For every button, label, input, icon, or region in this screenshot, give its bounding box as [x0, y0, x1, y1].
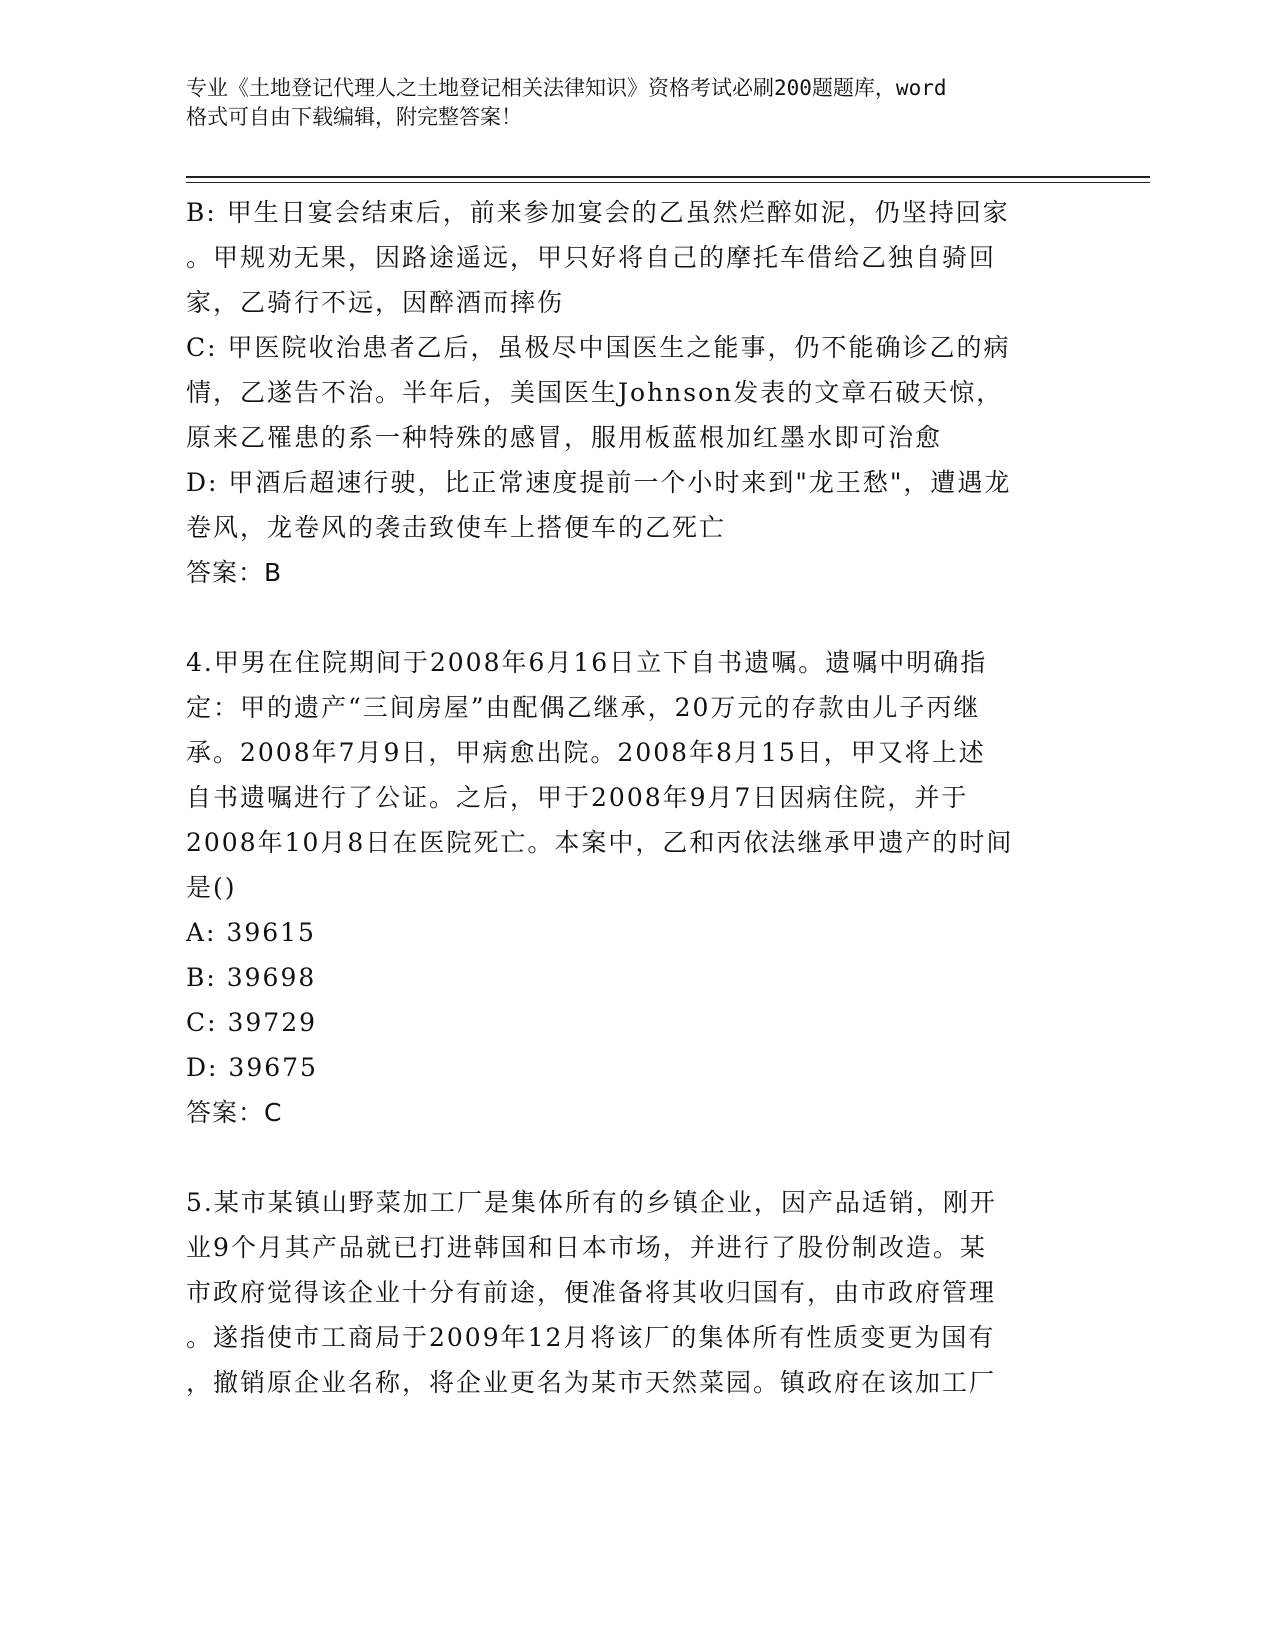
question-3-option-b — [186, 190, 1086, 325]
text-line: 卷风，龙卷风的袭击致使车上搭便车的乙死亡 — [186, 513, 727, 542]
option-d: D: 39675 — [186, 1053, 318, 1082]
text-line: 定：甲的遗产“三间房屋”由配偶乙继承，20万元的存款由儿子丙继 — [186, 693, 981, 722]
header-divider-thin — [186, 182, 1150, 183]
text-line: 自书遗嘱进行了公证。之后，甲于2008年9月7日因病住院，并于 — [186, 783, 969, 812]
question-4-options — [186, 910, 1086, 1090]
text-line: 市政府觉得该企业十分有前途，便准备将其收归国有，由市政府管理 — [186, 1278, 997, 1307]
spacer — [186, 595, 1086, 640]
text-line: 承。2008年7月9日，甲病愈出院。2008年8月15日，甲又将上述 — [186, 738, 986, 767]
text-line: 2008年10月8日在医院死亡。本案中，乙和丙依法继承甲遗产的时间 — [186, 828, 1014, 857]
text-line: 。遂指使市工商局于2009年12月将该厂的集体所有性质变更为国有 — [186, 1323, 996, 1352]
header-divider-thick — [186, 176, 1150, 178]
question-4-answer: 答案：C — [186, 1098, 283, 1127]
text-line: 。甲规劝无果，因路途遥远，甲只好将自己的摩托车借给乙独自骑回 — [186, 243, 997, 272]
question-3-option-c — [186, 325, 1086, 460]
question-3-answer: 答案：B — [186, 558, 283, 587]
text-line: 业9个月其产品就已打进韩国和日本市场，并进行了股份制改造。某 — [186, 1233, 987, 1262]
option-b: B: 39698 — [186, 963, 317, 992]
question-5-stem — [186, 1180, 1086, 1405]
spacer — [186, 1135, 1086, 1180]
text-line: 情，乙遂告不治。半年后，美国医生Johnson发表的文章石破天惊， — [186, 378, 1004, 407]
text-line: ，撤销原企业名称，将企业更名为某市天然菜园。镇政府在该加工厂 — [186, 1368, 997, 1397]
document-body — [186, 190, 1086, 1405]
text-line: B: 甲生日宴会结束后，前来参加宴会的乙虽然烂醉如泥，仍坚持回家 — [186, 198, 1010, 227]
text-line: D: 甲酒后超速行驶，比正常速度提前一个小时来到"龙王愁"，遭遇龙 — [186, 468, 1012, 497]
header-line: 专业《土地登记代理人之土地登记相关法律知识》资格考试必刷200题题库，word — [186, 76, 947, 100]
text-line: 家，乙骑行不远，因醉酒而摔伤 — [186, 288, 565, 317]
text-line: 5.某市某镇山野菜加工厂是集体所有的乡镇企业，因产品适销，刚开 — [186, 1188, 997, 1217]
text-line: C: 甲医院收治患者乙后，虽极尽中国医生之能事，仍不能确诊乙的病 — [186, 333, 1011, 362]
question-3-option-d — [186, 460, 1086, 550]
text-line: 是() — [186, 873, 237, 902]
option-c: C: 39729 — [186, 1008, 318, 1037]
question-4-stem — [186, 640, 1086, 910]
header-line: 格式可自由下载编辑，附完整答案！ — [186, 105, 522, 129]
text-line: 4.甲男在住院期间于2008年6月16日立下自书遗嘱。遗嘱中明确指 — [186, 648, 988, 677]
text-line: 原来乙罹患的系一种特殊的感冒，服用板蓝根加红墨水即可治愈 — [186, 423, 943, 452]
option-a: A: 39615 — [186, 918, 316, 947]
page-header — [186, 74, 1086, 132]
